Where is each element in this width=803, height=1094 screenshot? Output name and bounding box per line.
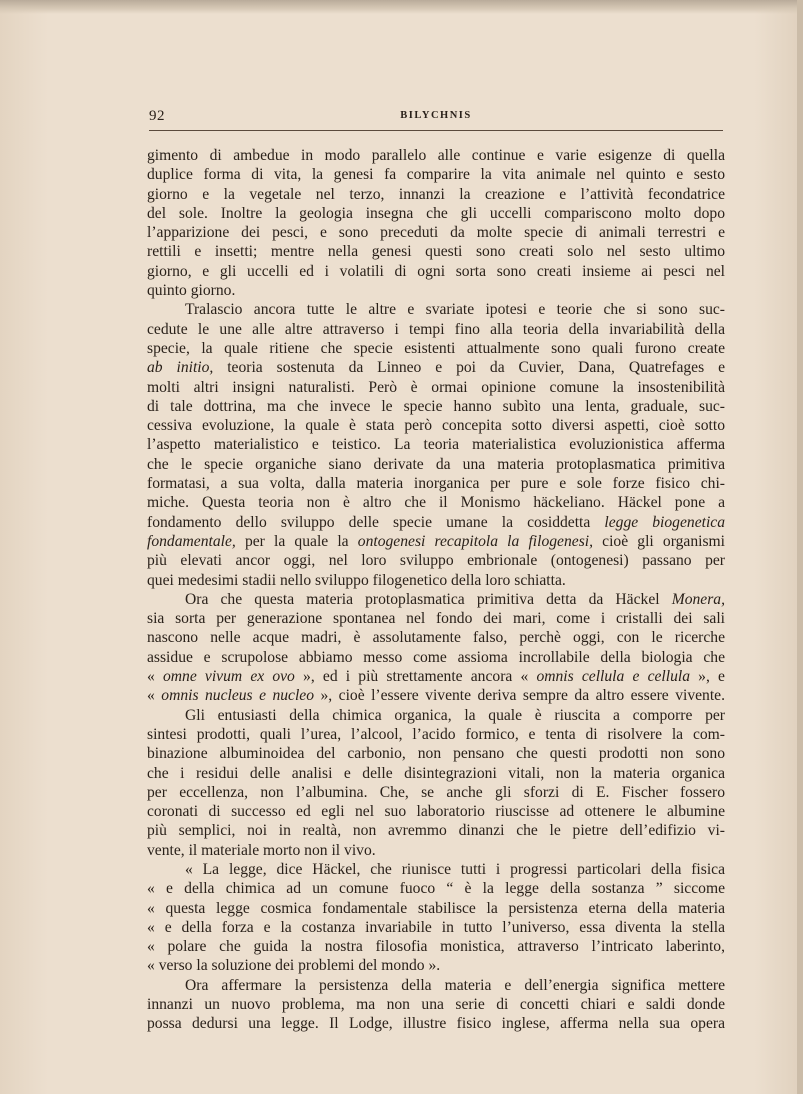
text-line: coronati di successo ed egli nel suo laboratorio riuscisse ad ottenere le albumine bbox=[147, 803, 725, 821]
text-line: assidue e scrupolose abbiamo messo come assioma incrollabile della biologia che bbox=[147, 648, 725, 666]
text-line: Tralascio ancora tutte le altre e svariate ipotesi e teorie che si sono suc- bbox=[185, 301, 725, 319]
text-line: sintesi prodotti, quali l’urea, l’alcool, l’acido formico, e tenta di risolvere la com- bbox=[147, 725, 725, 743]
text-segment: cioè gli organismi bbox=[593, 532, 725, 550]
italic-phrase: fondamentale, bbox=[147, 532, 236, 550]
text-line bbox=[147, 513, 725, 532]
text-line: « verso la soluzione dei problemi del mondo ». bbox=[147, 957, 441, 975]
text-line: binazione albuminoidea del carbonio, non pensano che questi prodotti non sono bbox=[147, 745, 725, 763]
text-line: « questa legge cosmica fondamentale stabilisce la persistenza eterna della materia bbox=[147, 899, 725, 917]
italic-phrase: omnis cellula e cellula bbox=[536, 668, 691, 686]
text-line: cessiva evoluzione, la quale è stata però concepita sotto diversi aspetti, cioè sotto bbox=[147, 417, 725, 435]
text-line bbox=[147, 358, 725, 377]
text-line: « e della chimica ad un comune fuoco “ è la legge della sostanza ” siccome bbox=[147, 880, 725, 898]
text-line: « polare che guida la nostra filosofia monistica, attraverso l’intricato laberinto, bbox=[147, 938, 725, 956]
text-segment: », e bbox=[690, 668, 725, 686]
italic-phrase: Monera, bbox=[671, 590, 725, 608]
running-header bbox=[149, 108, 723, 131]
italic-phrase: omnis nucleus e nucleo bbox=[161, 687, 315, 705]
text-line: rettili e insetti; mentre nella genesi questi sono creati solo nel sesto ultimo bbox=[147, 243, 725, 261]
text-line: possa dedursi una legge. Il Lodge, illustre fisico inglese, afferma nella sua opera bbox=[147, 1015, 725, 1033]
text-segment: Ora che questa materia protoplasmatica primitiva detta da Häckel bbox=[185, 590, 672, 608]
text-line bbox=[147, 686, 725, 705]
article-body bbox=[147, 146, 725, 1034]
text-segment: fondamento dello sviluppo delle specie umane la cosiddetta bbox=[147, 513, 605, 531]
text-line: innanzi un nuovo problema, ma non una serie di concetti chiari e saldi donde bbox=[147, 996, 725, 1014]
text-line: « e della forza e la costanza invariabile in tutto l’universo, essa diventa la stella bbox=[147, 918, 725, 936]
text-line bbox=[147, 667, 725, 686]
page-right-edge bbox=[797, 0, 803, 1094]
text-line: vente, il materiale morto non il vivo. bbox=[147, 841, 376, 859]
text-line: giorno, e gli uccelli ed i volatili di ogni sorta sono creati insieme ai pesci nel bbox=[147, 262, 725, 280]
page-top-edge bbox=[0, 0, 803, 14]
italic-phrase: ontogenesi recapitola la filogenesi, bbox=[357, 532, 593, 550]
text-line: duplice forma di vita, la genesi fa comparire la vita animale nel quinto e sesto bbox=[147, 166, 725, 184]
text-line: nascono nelle acque madri, è assolutamente falso, perchè oggi, con le ricerche bbox=[147, 629, 725, 647]
text-segment: per la quale la bbox=[235, 532, 358, 550]
text-segment: « bbox=[147, 687, 162, 705]
text-line: cedute le une alle altre attraverso i tempi fino alla teoria della invariabilità della bbox=[147, 320, 725, 338]
text-line: molti altri insigni naturalisti. Però è ormai opinione comune la insostenibilità bbox=[147, 378, 725, 396]
text-line: per eccellenza, non l’albumina. Che, se anche gli sforzi di E. Fischer fossero bbox=[147, 783, 725, 801]
text-line: sia sorta per generazione spontanea nel fondo dei mari, come i cristalli dei sali bbox=[147, 610, 725, 628]
text-line: che le specie organiche siano derivate da una materia protoplasmatica primitiva bbox=[147, 455, 725, 473]
page-number: 92 bbox=[149, 108, 165, 124]
text-line: più elevati ancor oggi, nel loro sviluppo embrionale (ontogenesi) passano per bbox=[147, 552, 725, 570]
text-line: specie, la quale ritiene che specie esistenti attualmente sono quali furono create bbox=[147, 339, 725, 357]
text-segment: teoria sostenuta da Linneo e poi da Cuvier, Dana, Quatrefages e bbox=[213, 359, 725, 377]
text-line: più semplici, noi in realtà, non avremmo dinanzi che le pietre dell’edifizio vi- bbox=[147, 822, 725, 840]
text-line: l’apparizione dei pesci, e sono preceduti da molte specie di animali terrestri e bbox=[147, 224, 725, 242]
journal-title: BILYCHNIS bbox=[400, 110, 472, 121]
text-line: l’aspetto materialistico e teistico. La teoria materialistica evoluzionistica afferma bbox=[147, 436, 725, 454]
text-line: del sole. Inoltre la geologia insegna che gli uccelli compariscono molto dopo bbox=[147, 204, 725, 222]
text-segment: », ed i più strettamente ancora « bbox=[294, 668, 537, 686]
text-line: miche. Questa teoria non è altro che il Monismo häckeliano. Häckel pone a bbox=[147, 494, 725, 512]
text-line: che i residui delle analisi e delle disintegrazioni vitali, non la materia organica bbox=[147, 764, 725, 782]
text-line bbox=[147, 590, 725, 609]
text-segment: « bbox=[147, 668, 163, 686]
text-line: gimento di ambedue in modo parallelo alle continue e varie esigenze di quella bbox=[147, 147, 725, 164]
text-segment: », cioè l’essere vivente deriva sempre da altro essere vivente. bbox=[314, 687, 725, 705]
italic-phrase: legge biogenetica bbox=[604, 513, 725, 531]
text-line: Gli entusiasti della chimica organica, la quale è riuscita a comporre per bbox=[185, 706, 725, 724]
italic-phrase: ab initio, bbox=[147, 359, 214, 377]
text-line: « La legge, dice Häckel, che riunisce tutti i progressi particolari della fisica bbox=[185, 860, 725, 878]
text-line bbox=[147, 532, 725, 551]
text-line: formatasi, a sua volta, dalla materia inorganica per pure e sole forze fisico chi- bbox=[147, 475, 725, 493]
text-line: giorno e la vegetale nel terzo, innanzi la creazione e l’attività fecondatrice bbox=[147, 185, 725, 203]
text-line: quei medesimi stadii nello sviluppo filogenetico della loro schiatta. bbox=[147, 571, 566, 589]
italic-phrase: omne vivum ex ovo bbox=[162, 668, 295, 686]
text-line: quinto giorno. bbox=[147, 282, 236, 300]
text-line: Ora affermare la persistenza della materia e dell’energia significa mettere bbox=[185, 976, 725, 994]
text-line: di tale dottrina, ma che invece le specie hanno subìto una lenta, graduale, suc- bbox=[147, 397, 725, 415]
